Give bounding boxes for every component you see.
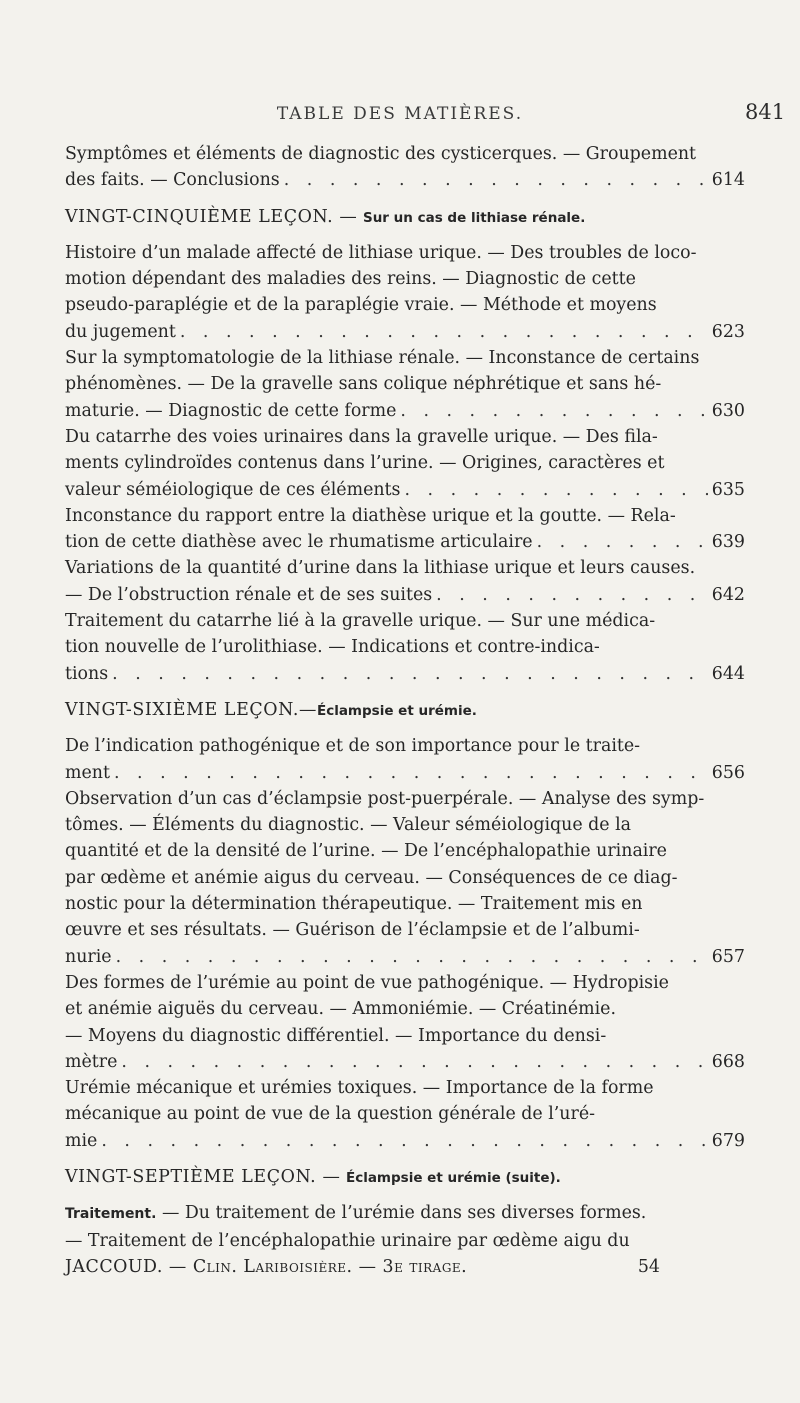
table-of-contents — [65, 141, 745, 1280]
toc-entry: Observation d’un cas d’éclampsie post-puerpérale. — Analyse des symp- tômes. — Éléments du diagnostic. — Valeur séméiologique de la quantité et de la densité de l’urine. — De l’encéphalopathie urinaire par œdème et anémie aigus du cerveau. — Conséquences de ce diag- nostic pour la détermination thérapeutique. — Traitement mis en œuvre et ses résultats. — Guérison de l’éclampsie et de l’albumi- nurie . . . 657 — [65, 786, 745, 970]
toc-entry-page: 656 — [711, 762, 745, 783]
toc-entry: Urémie mécanique et urémies toxiques. — Importance de la forme mécanique au point de vue de la question générale de l’uré- mie . . . 679 — [65, 1075, 745, 1154]
toc-entry-page: 657 — [711, 946, 745, 967]
toc-entry: Symptômes et éléments de diagnostic des cysticerques. — Groupement des faits. — Conclusions . . . 614 — [65, 141, 745, 194]
lecon-heading-25 — [65, 204, 745, 231]
lecon-heading-27 — [65, 1164, 745, 1191]
lecon-subtitle: Éclampsie et urémie. — [316, 702, 477, 719]
lecon-subtitle: Éclampsie et urémie (suite). — [345, 1169, 561, 1186]
toc-entry: Traitement du catarrhe lié à la gravelle urique. — Sur une médica- tion nouvelle de l’urolithiase. — Indications et contre-indica- tions . . . 644 — [65, 608, 745, 687]
footer-text: JACCOUD. — Clin. Lariboisière. — 3e tirage. — [65, 1256, 468, 1277]
lecon-title: VINGT-SEPTIÈME LEÇON. — — [65, 1166, 341, 1187]
running-title: TABLE DES MATIÈRES. — [276, 104, 524, 124]
page-number: 841 — [745, 100, 786, 124]
toc-entry-page: 614 — [711, 170, 745, 191]
toc-entry-page: 668 — [711, 1051, 745, 1072]
toc-entry: Histoire d’un malade affecté de lithiase urique. — Des troubles de loco- motion dépendant des maladies des reins. — Diagnostic de cette pseudo-paraplégie et de la paraplégie vraie. — Méthode et moyens du jugement . . . 623 — [65, 240, 745, 345]
toc-entry-page: 630 — [711, 400, 745, 421]
toc-entry-page: 639 — [711, 532, 745, 553]
toc-entry: Sur la symptomatologie de la lithiase rénale. — Inconstance de certains phénomènes. — De la gravelle sans colique néphrétique et sans hé- maturie. — Diagnostic de cette forme . . . 630 — [65, 345, 745, 424]
toc-entry-page: 635 — [711, 479, 745, 500]
lecon-subtitle: Sur un cas de lithiase rénale. — [362, 209, 586, 226]
signature-mark: 54 — [637, 1256, 660, 1277]
page-header — [0, 100, 800, 140]
toc-entry: Des formes de l’urémie au point de vue pathogénique. — Hydropisie et anémie aiguës du cerveau. — Ammoniémie. — Créatinémie. — Moyens du diagnostic différentiel. — Importance du densi- mètre . . . 668 — [65, 970, 745, 1075]
toc-entry-page: 644 — [711, 663, 745, 684]
toc-entry-page: 642 — [711, 584, 745, 605]
toc-entry: Variations de la quantité d’urine dans la lithiase urique et leurs causes. — De l’obstruction rénale et de ses suites . . . 642 — [65, 555, 745, 608]
entry-label: Traitement. — [65, 1206, 157, 1223]
toc-entry-page: 623 — [711, 321, 745, 342]
lecon-heading-26 — [65, 697, 745, 724]
page-footer — [65, 1254, 745, 1280]
toc-entry: Inconstance du rapport entre la diathèse urique et la goutte. — Rela- tion de cette diathèse avec le rhumatisme articulaire . . . 639 — [65, 503, 745, 556]
toc-entry: De l’indication pathogénique et de son importance pour le traite- ment . . . 656 — [65, 733, 745, 786]
lecon-title: VINGT-SIXIÈME LEÇON.— — [65, 699, 317, 720]
toc-entry: Traitement. — Du traitement de l’urémie dans ses diverses formes. — Traitement de l’encéphalopathie urinaire par œdème aigu du — [65, 1203, 647, 1251]
toc-entry: Du catarrhe des voies urinaires dans la gravelle urique. — Des fila- ments cylindroïdes contenus dans l’urine. — Origines, caractères et valeur séméiologique de ces éléments . . . 635 — [65, 424, 745, 503]
toc-entry-page: 679 — [711, 1130, 745, 1151]
lecon-title: VINGT-CINQUIÈME LEÇON. — — [65, 206, 358, 227]
